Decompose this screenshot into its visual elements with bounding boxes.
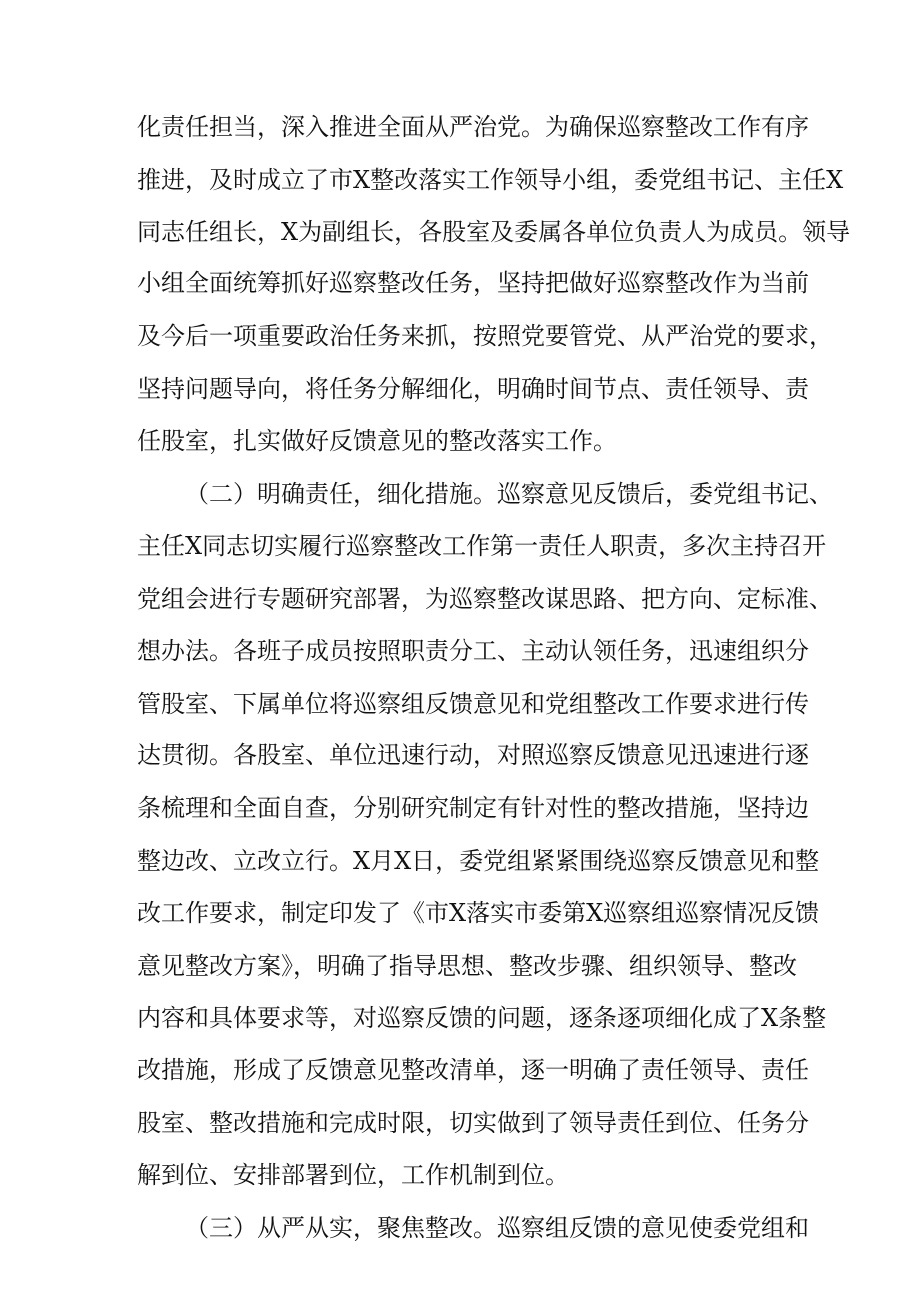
text-line: 化责任担当，深入推进全面从严治党。为确保巡察整改工作有序 xyxy=(137,113,809,141)
text-line: 改工作要求，制定印发了《市X落实市委第X巡察组巡察情况反馈 xyxy=(137,899,820,927)
text-line: 同志任组长，X为副组长，各股室及委属各单位负责人为成员。领导 xyxy=(137,218,851,246)
text-line: （二）明确责任，细化措施。巡察意见反馈后，委党组书记、 xyxy=(185,480,833,508)
text-line: 意见整改方案》，明确了指导思想、整改步骤、组织领导、整改 xyxy=(137,952,797,980)
text-line: 管股室、下属单位将巡察组反馈意见和党组整改工作要求进行传 xyxy=(137,690,809,718)
text-line: 达贯彻。各股室、单位迅速行动，对照巡察反馈意见迅速进行逐 xyxy=(137,741,809,769)
text-line: 内容和具体要求等，对巡察反馈的问题，逐条逐项细化成了X条整 xyxy=(137,1004,827,1032)
text-line: 任股室，扎实做好反馈意见的整改落实工作。 xyxy=(137,427,617,455)
text-line: 小组全面统筹抓好巡察整改任务，坚持把做好巡察整改作为当前 xyxy=(137,269,809,297)
text-line: 坚持问题导向，将任务分解细化，明确时间节点、责任领导、责 xyxy=(137,375,809,403)
text-line: 整边改、立改立行。X月X日，委党组紧紧围绕巡察反馈意见和整 xyxy=(137,847,820,875)
text-line: 推进，及时成立了市X整改落实工作领导小组，委党组书记、主任X xyxy=(137,166,844,194)
text-line: 改措施，形成了反馈意见整改清单，逐一明确了责任领导、责任 xyxy=(137,1056,809,1084)
text-line: （三）从严从实，聚焦整改。巡察组反馈的意见使委党组和 xyxy=(185,1214,809,1242)
text-line: 解到位、安排部署到位，工作机制到位。 xyxy=(137,1161,569,1189)
text-line: 及今后一项重要政治任务来抓，按照党要管党、从严治党的要求， xyxy=(137,322,833,350)
text-line: 党组会进行专题研究部署，为巡察整改谋思路、把方向、定标准、 xyxy=(137,585,833,613)
text-line: 股室、整改措施和完成时限，切实做到了领导责任到位、任务分 xyxy=(137,1109,809,1137)
text-line: 条梳理和全面自查，分别研究制定有针对性的整改措施，坚持边 xyxy=(137,794,809,822)
text-line: 主任X同志切实履行巡察整改工作第一责任人职责，多次主持召开 xyxy=(137,532,827,560)
text-line: 想办法。各班子成员按照职责分工、主动认领任务，迅速组织分 xyxy=(137,637,809,665)
